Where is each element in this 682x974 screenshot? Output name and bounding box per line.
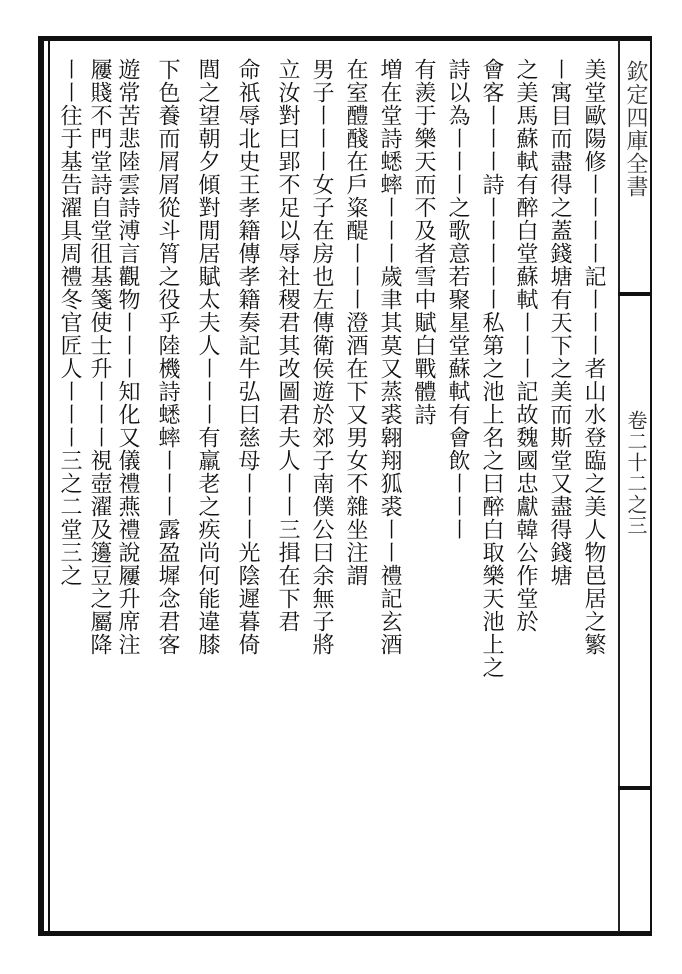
text-column-13: 下色養而屑屑從斗筲之役乎陸機詩蟋蟀〡〡〡露盈墀念君客: [155, 58, 180, 656]
text-column-14: 遊常苦悲陸雲詩溥言觀物〡〡〡知化又儀禮燕禮說屨升席注: [115, 58, 140, 656]
text-column-9: 男子〡〡〡女子在房也左傳衛侯遊於郊子南僕公曰余無子將: [309, 58, 334, 656]
text-column-3: 之美馬蘇軾有醉白堂蘇軾〡〡〡記故魏國忠獻韓公作堂於: [513, 58, 538, 633]
text-column-5: 詩以為〡〡〡之歌意若聚星堂蘇軾有會飲〡〡〡: [445, 58, 470, 541]
frame-top-border: [38, 36, 650, 41]
text-column-4: 會客〡〡〡詩〡〡〡〡〡私第之池上名之曰醉白取樂天池上之: [479, 58, 504, 679]
frame-right-border: [650, 36, 652, 936]
running-title: 欽定四庫全書: [623, 60, 648, 198]
text-column-6: 有羨于樂天而不及者雪中賦白戰體詩: [411, 58, 436, 426]
text-column-1: 美堂歐陽修〡〡〡〡記〡〡〡者山水登臨之美人物邑居之繁: [581, 58, 606, 656]
text-column-7: 増在堂詩蟋蟀〡〡〡歲聿其莫又蒸裘翱翔狐裘〡〡禮記玄酒: [377, 58, 402, 656]
text-column-11: 命祇辱北史王孝籍傳孝籍奏記牛弘曰慈母〡〡〡光陰遲暮倚: [235, 58, 260, 656]
frame-left-inner-border: [48, 40, 50, 933]
text-column-2: 〡寓目而盡得之蓋錢塘有天下之美而斯堂又盡得錢塘: [547, 58, 572, 587]
text-column-15: 屨賤不門堂詩自堂徂基箋使士升〡〡〡視壺濯及籩豆之屬降: [87, 58, 112, 656]
text-column-8: 在室醴醆在戶粢醍〡〡〡澄酒在下又男女不雜坐注謂: [343, 58, 368, 587]
frame-bottom-border: [38, 931, 650, 936]
fishtail-divider: [618, 40, 620, 932]
fishtail-label: 卷二十二之三: [624, 410, 648, 536]
fishtail-mark-upper: [618, 292, 652, 296]
text-column-10: 立汝對曰郢不足以辱社稷君其改圖君夫人〡〡三揖在下君: [275, 58, 300, 633]
frame-left-border: [38, 36, 44, 936]
text-column-12: 閭之望朝夕傾對閒居賦太夫人〡〡〡有羸老之疾尚何能違膝: [195, 58, 220, 656]
fishtail-mark-lower: [618, 786, 652, 790]
text-column-16: 〡〡往于基告濯具周禮冬官匠人〡〡〡三之二堂三之: [57, 58, 82, 587]
